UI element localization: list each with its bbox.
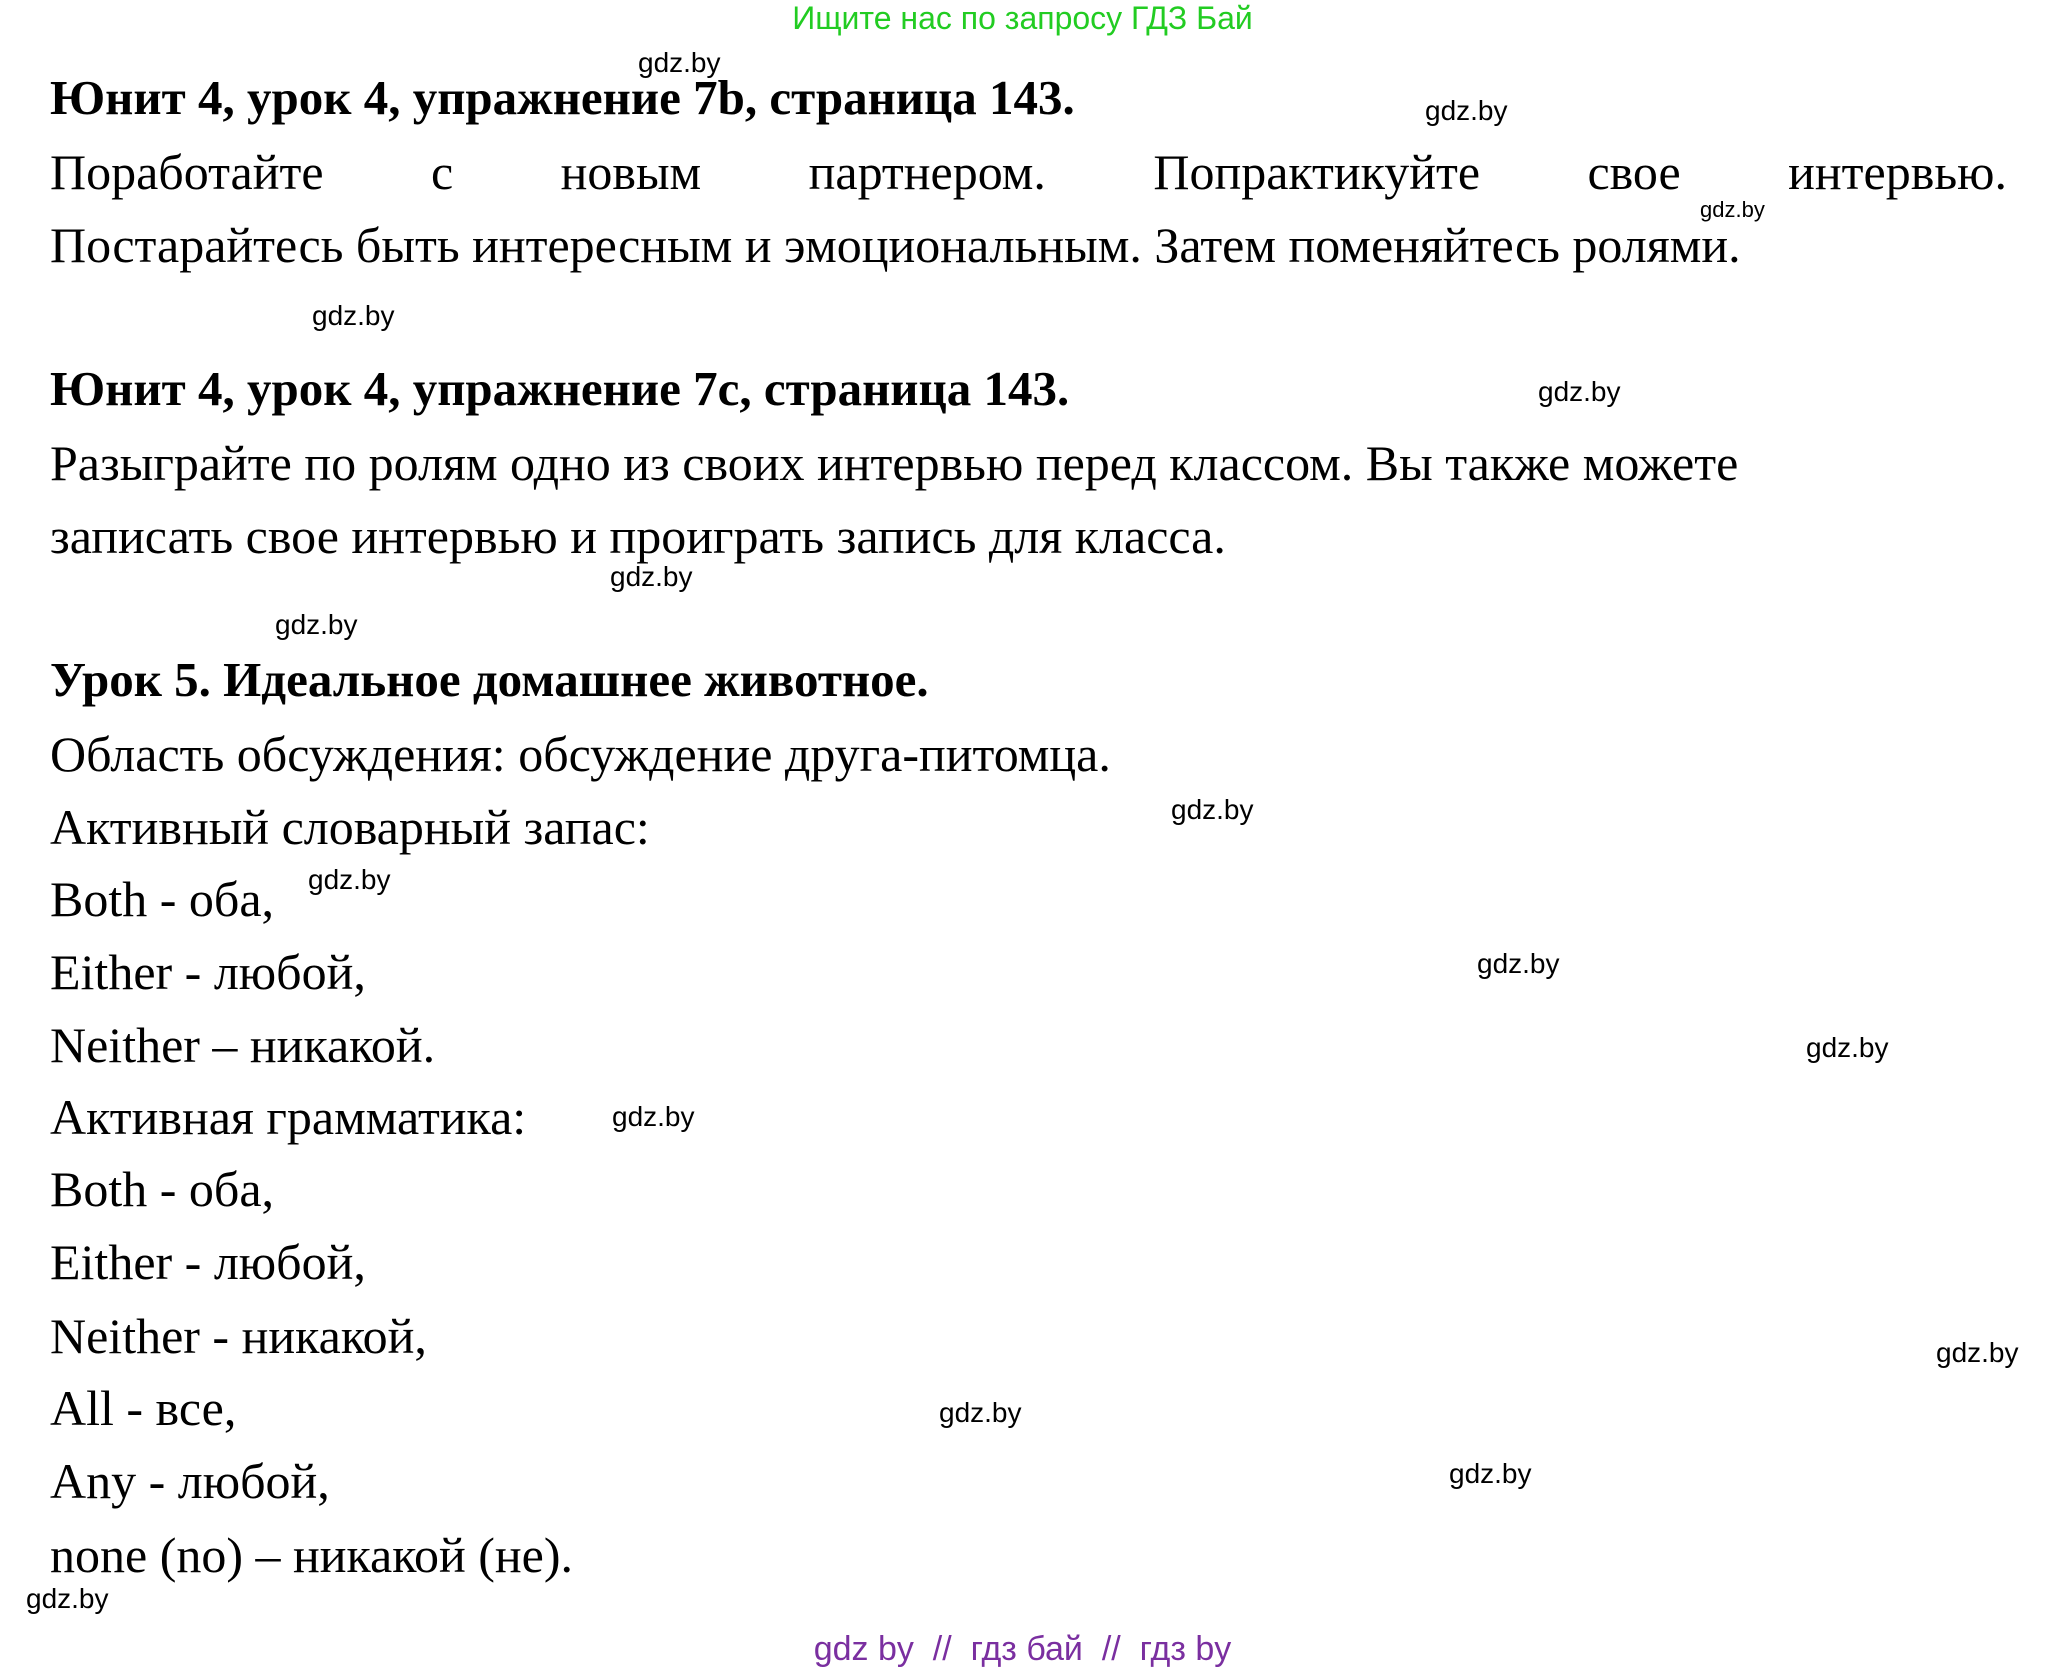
watermark: gdz.by — [308, 864, 391, 895]
text-line: Either - любой, — [50, 944, 366, 1000]
text-line: Активный словарный запас: — [50, 799, 650, 855]
watermark: gdz.by — [939, 1397, 1022, 1428]
watermark: gdz.by — [612, 1101, 695, 1132]
watermark: gdz.by — [275, 609, 358, 640]
text-line: All - все, — [50, 1380, 237, 1436]
watermark: gdz.by — [1425, 95, 1508, 126]
watermark: gdz.by — [26, 1583, 109, 1614]
text-line: Область обсуждения: обсуждение друга-питомца. — [50, 726, 1111, 782]
text-line: Both - оба, — [50, 871, 275, 927]
text-line: Both - оба, — [50, 1161, 275, 1217]
top-banner: Ищите нас по запросу ГДЗ Бай — [792, 0, 1253, 36]
text-line: Neither – никакой. — [50, 1017, 436, 1073]
watermark: gdz.by — [1936, 1337, 2019, 1368]
watermark: gdz.by — [1449, 1458, 1532, 1489]
bottom-banner: gdz by // гдз бай // гдз by — [813, 1630, 1232, 1668]
text-line: Any - любой, — [50, 1453, 330, 1509]
text-line: Разыграйте по ролям одно из своих интервью перед классом. Вы также можете — [50, 435, 1739, 491]
heading-7c: Юнит 4, урок 4, упражнение 7c, страница 143. — [50, 361, 1070, 416]
watermark: gdz.by — [1806, 1032, 1889, 1063]
watermark: gdz.by — [1171, 794, 1254, 825]
heading-lesson-5: Урок 5. Идеальное домашнее животное. — [50, 652, 929, 707]
text-line: Neither - никакой, — [50, 1308, 427, 1364]
text-line: Активная грамматика: — [50, 1089, 527, 1145]
watermark: gdz.by — [1477, 948, 1560, 979]
text-line: none (no) – никакой (не). — [50, 1527, 573, 1583]
text-line: Поработайте с новым партнером. Попрактикуйте свое интервью. — [50, 144, 2007, 200]
text-line: Постарайтесь быть интересным и эмоциональным. Затем поменяйтесь ролями. — [50, 217, 1741, 273]
watermark: gdz.by — [312, 300, 395, 331]
watermark: gdz.by — [1700, 197, 1765, 222]
text-line: записать свое интервью и проиграть запись для класса. — [50, 508, 1226, 564]
text-line: Either - любой, — [50, 1234, 366, 1290]
watermark: gdz.by — [610, 561, 693, 592]
watermark: gdz.by — [1538, 376, 1621, 407]
heading-7b: Юнит 4, урок 4, упражнение 7b, страница 143. — [50, 70, 1075, 125]
watermark: gdz.by — [638, 47, 721, 78]
